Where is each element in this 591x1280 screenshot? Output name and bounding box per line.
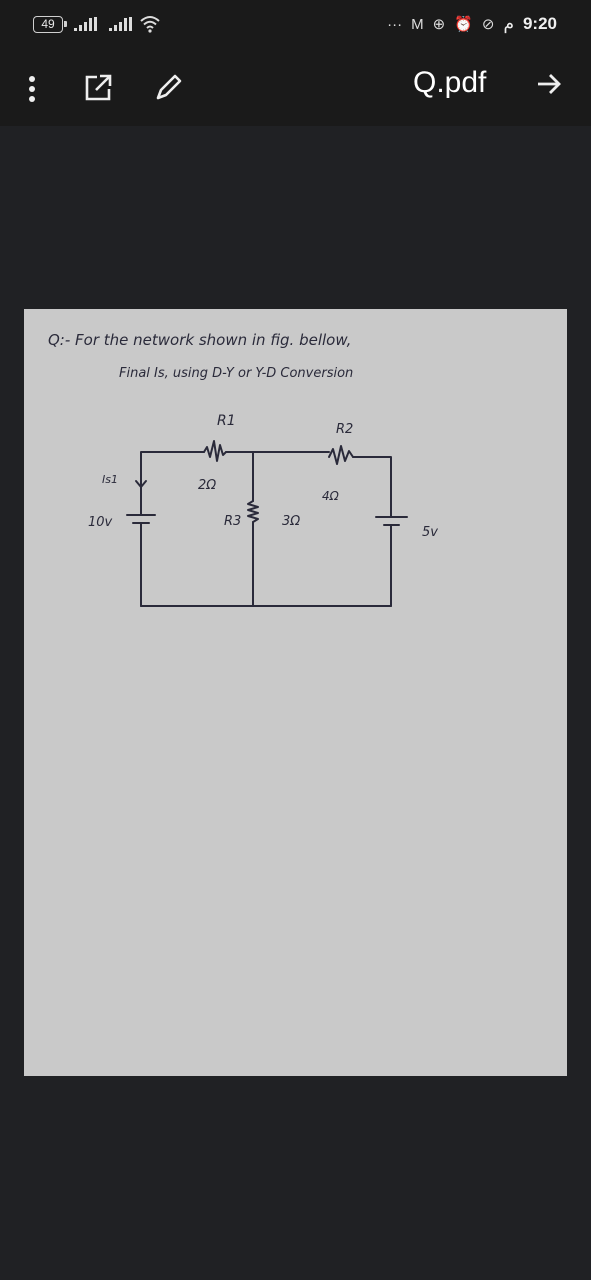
status-right-group xyxy=(387,14,557,34)
alarm-off-icon: ⊘ xyxy=(481,16,495,33)
label-r1: R1 xyxy=(217,413,236,429)
resistor-r1 xyxy=(204,441,226,461)
open-external-icon[interactable] xyxy=(83,73,113,103)
label-r1-value: 2Ω xyxy=(198,478,217,493)
wifi-icon xyxy=(140,15,160,33)
battery-level: 49 xyxy=(41,17,55,31)
alarm-icon: ⏰ xyxy=(454,16,473,33)
time-suffix: م xyxy=(503,14,514,33)
label-5v: 5v xyxy=(422,525,438,540)
wire-top-left xyxy=(141,452,204,494)
edit-pencil-icon[interactable] xyxy=(152,72,184,104)
pdf-page[interactable] xyxy=(24,309,567,1076)
add-circle-icon: ⊕ xyxy=(432,16,446,33)
signal-strength-2-icon xyxy=(105,17,139,31)
arrow-forward-icon[interactable] xyxy=(535,70,563,98)
document-title: Q.pdf xyxy=(413,66,487,99)
label-r3: R3 xyxy=(224,514,242,529)
question-line-1: Q:- For the network shown in fig. bellow, xyxy=(48,331,352,349)
question-line-2: Final Is, using D-Y or Y-D Conversion xyxy=(119,366,354,381)
signal-strength-1-icon xyxy=(70,17,104,31)
label-is1: Is1 xyxy=(102,473,118,486)
resistor-r3 xyxy=(248,501,258,522)
battery-indicator xyxy=(33,16,63,33)
status-bar xyxy=(0,0,591,54)
resistor-r2 xyxy=(329,446,353,464)
label-r2-value: 4Ω xyxy=(322,489,339,503)
gmail-icon: M xyxy=(411,15,424,33)
more-vert-icon[interactable] xyxy=(25,74,39,104)
wire-top-right xyxy=(353,457,391,517)
more-notifications-icon: ··· xyxy=(387,15,403,33)
label-r2: R2 xyxy=(336,422,354,437)
label-r3-value: 3Ω xyxy=(282,514,301,529)
circuit-diagram xyxy=(24,309,567,1076)
status-time: 9:20 xyxy=(522,14,557,33)
label-10v: 10v xyxy=(88,515,113,530)
